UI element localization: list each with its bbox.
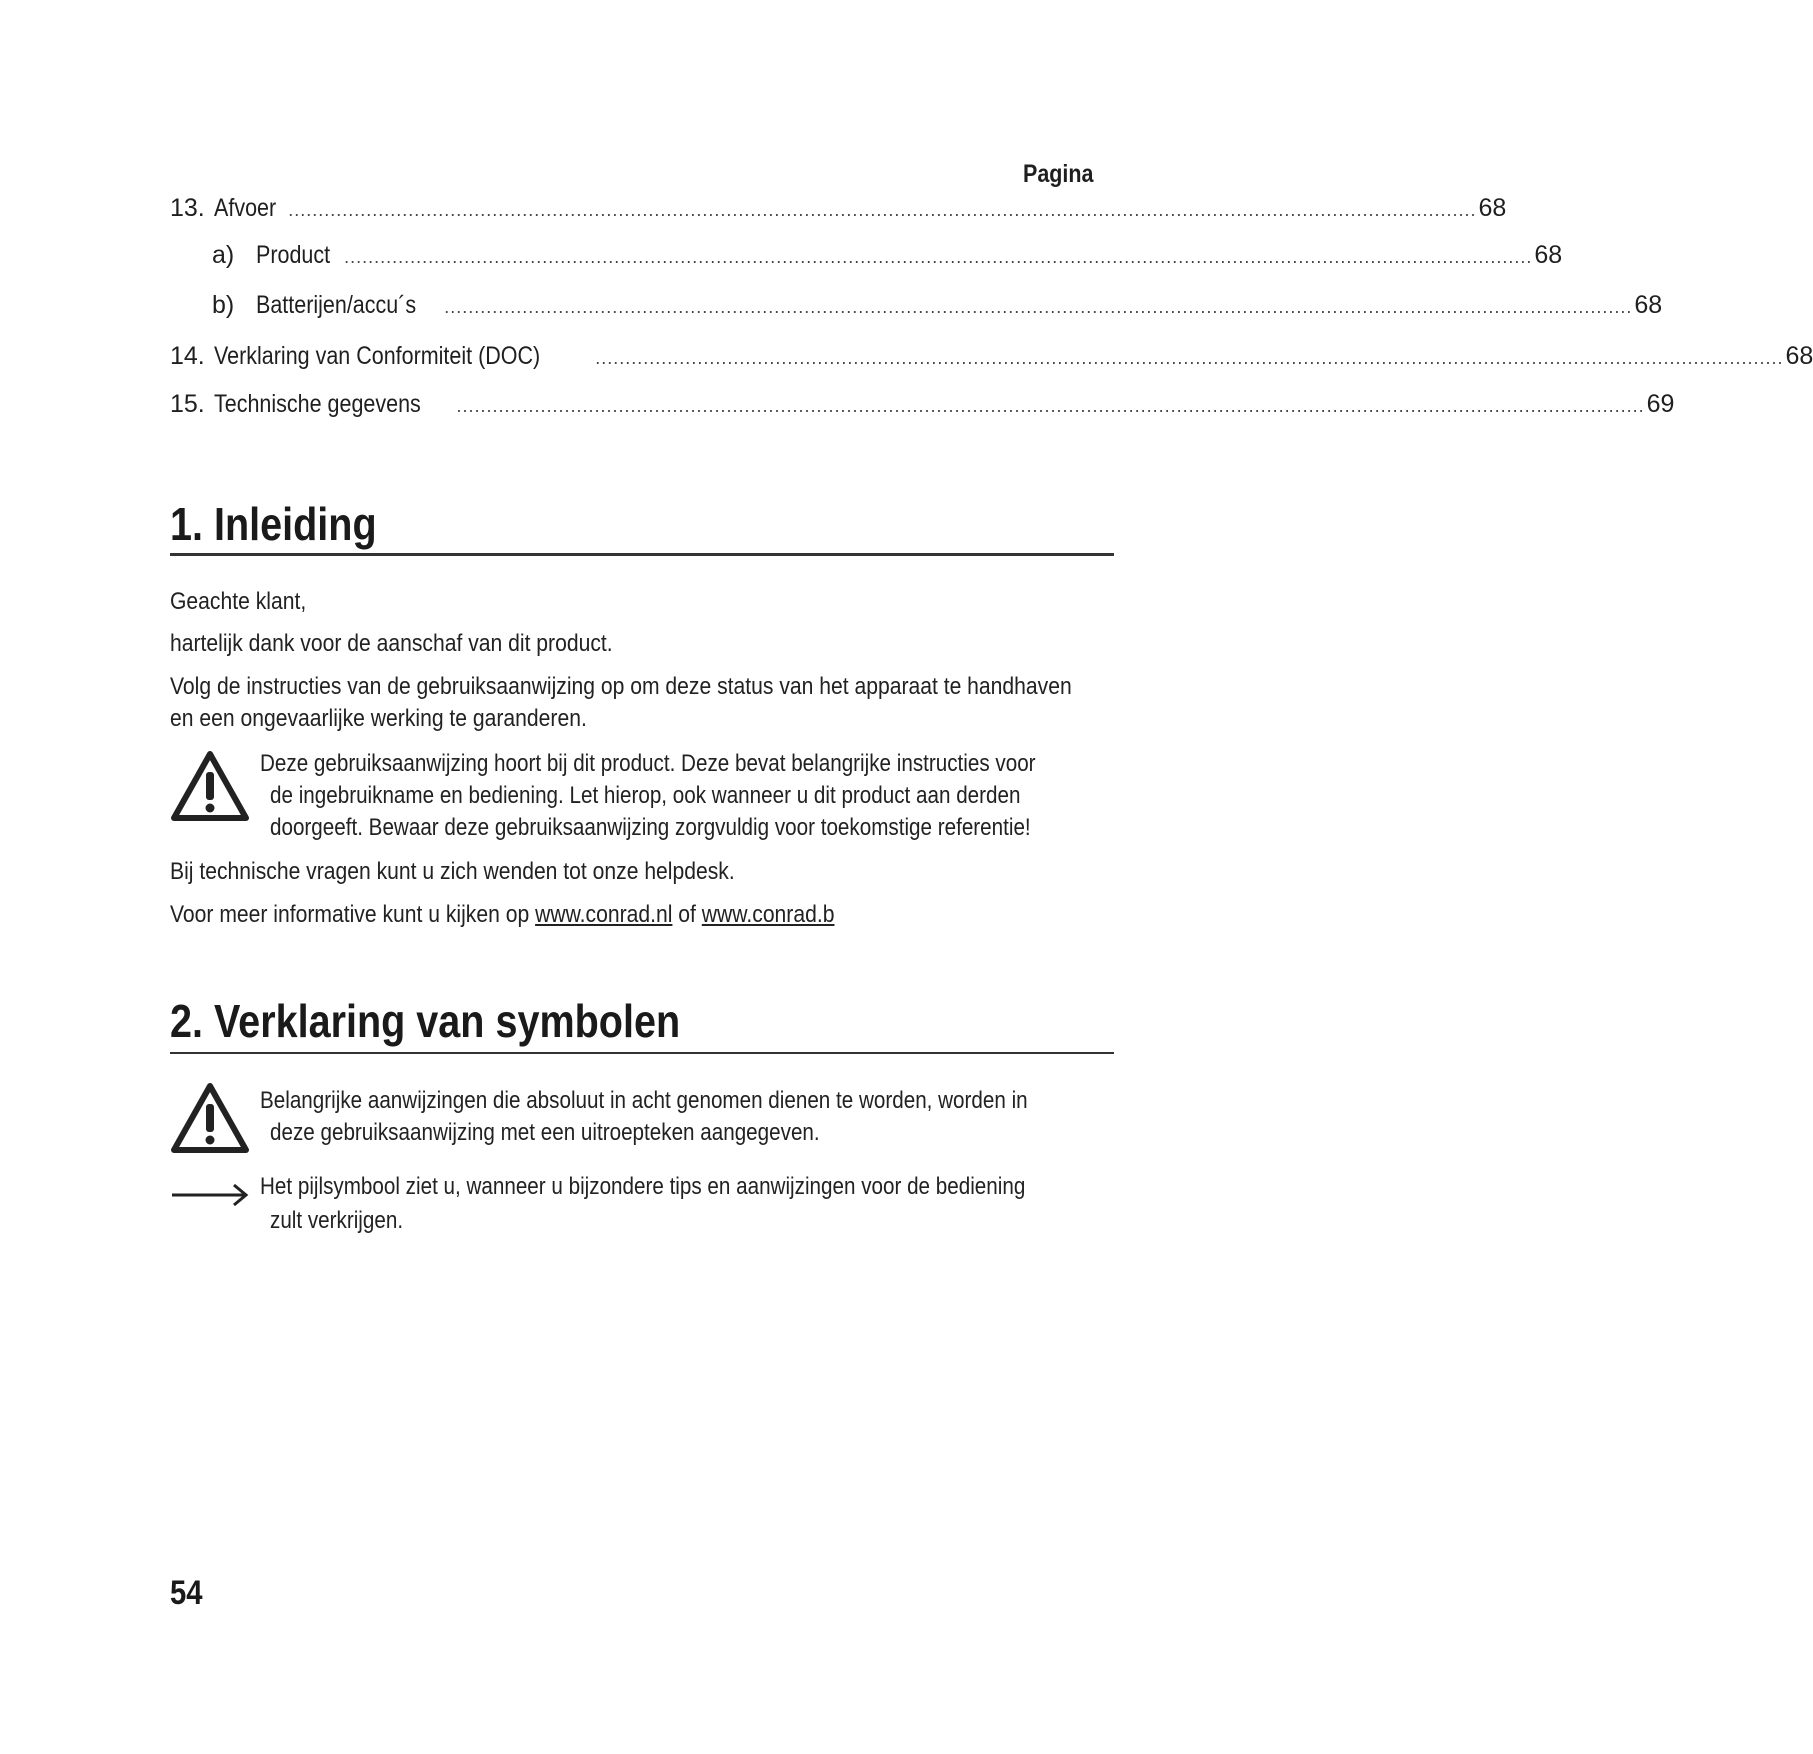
right-arrow-icon (170, 1180, 250, 1215)
toc-heading: Pagina (1023, 160, 1094, 188)
toc-entry-page: 69 (1646, 390, 1675, 418)
symbol-warning-text: Belangrijke aanwijzingen die absoluut in acht genomen dienen te worden, worden in deze gebruiksaanwijzing met een uitroepteken aangegeven. (260, 1087, 1028, 1146)
toc-leader-dots: ...................................................................................................................................................................................................... (444, 297, 1633, 317)
symbol-arrow-text: Het pijlsymbool ziet u, wanneer u bijzondere tips en aanwijzingen voor de bediening zult verkrijgen. (260, 1173, 1026, 1234)
toc-entry-number: 14. (170, 342, 205, 370)
toc-entry-number: 13. (170, 194, 205, 222)
toc-entry-title: Afvoer (214, 194, 277, 222)
toc-entry-number: a) (212, 241, 235, 269)
warning-triangle-icon (170, 748, 250, 829)
toc-entry-page: 68 (1634, 291, 1663, 319)
info-text: Voor meer informative kunt u kijken op www.conrad.nl of www.conrad.b (170, 901, 835, 928)
warning-note-text: Deze gebruiksaanwijzing hoort bij dit product. Deze bevat belangrijke instructies voor de ingebruikname en bediening. Let hierop, ook wanneer u dit product aan derden doorgeeft. Bewaar deze gebruiksaanwijzing zorgvuldig voor toekomstige referentie! (260, 750, 1036, 841)
section-2-title: 2. Verklaring van symbolen (170, 995, 681, 1047)
toc-entry-title: Product (256, 241, 331, 269)
toc-entry-15[interactable] (170, 390, 1675, 424)
toc-entry-page: 68 (1534, 241, 1563, 269)
warning-triangle-icon (170, 1080, 250, 1161)
toc-entry-page: 68 (1785, 342, 1813, 370)
instructions-paragraph: Volg de instructies van de gebruiksaanwijzing op om deze status van het apparaat te handhaven en een ongevaarlijke werking te garanderen. (170, 673, 1072, 732)
toc-leader-dots: ...................................................................................................................................................................................................... (595, 348, 1784, 368)
toc-leader-dots: ...................................................................................................................................................................................................... (288, 200, 1477, 220)
toc-entry-14[interactable] (170, 342, 1813, 376)
toc-entry-title: Verklaring van Conformiteit (DOC) (214, 342, 541, 370)
toc-entry-13a[interactable] (212, 241, 1563, 275)
toc-leader-dots: ...................................................................................................................................................................................................... (344, 247, 1533, 267)
toc-entry-13[interactable] (170, 194, 1507, 228)
section-1-title: 1. Inleiding (170, 498, 377, 550)
toc-entry-number: 15. (170, 390, 205, 418)
toc-entry-page: 68 (1478, 194, 1507, 222)
toc-entry-number: b) (212, 291, 235, 319)
section-2-divider (170, 1052, 1114, 1054)
section-1-divider (170, 553, 1114, 556)
toc-entry-title: Technische gegevens (214, 390, 421, 418)
conrad-b-link[interactable]: www.conrad.b (701, 901, 835, 928)
page-number: 54 (170, 1574, 203, 1612)
toc-entry-13b[interactable] (212, 291, 1663, 325)
conrad-nl-link[interactable]: www.conrad.nl (535, 901, 673, 928)
toc-leader-dots: ...................................................................................................................................................................................................... (456, 396, 1645, 416)
thanks-text: hartelijk dank voor de aanschaf van dit product. (170, 630, 613, 657)
greeting-text: Geachte klant, (170, 588, 307, 615)
toc-entry-title: Batterijen/accu´s (256, 291, 417, 319)
helpdesk-text: Bij technische vragen kunt u zich wenden tot onze helpdesk. (170, 858, 735, 885)
